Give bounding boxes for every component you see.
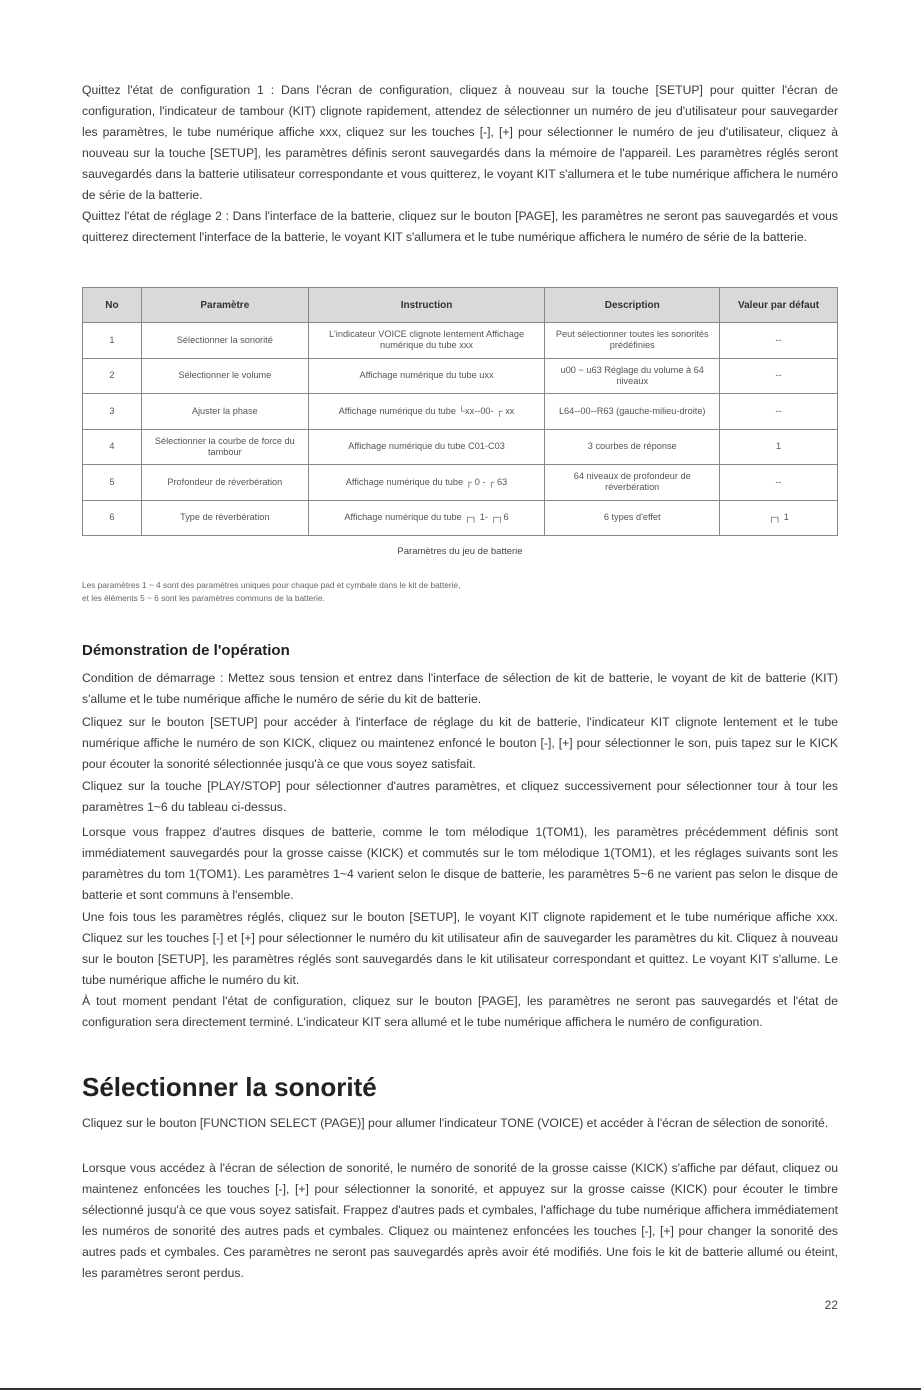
cell-parameter: Ajuster la phase — [141, 394, 308, 430]
header-default-value: Valeur par défaut — [720, 288, 838, 323]
header-description: Description — [545, 288, 720, 323]
cell-parameter: Sélectionner le volume — [141, 358, 308, 394]
header-parameter: Paramètre — [141, 288, 308, 323]
cell-parameter: Type de réverbération — [141, 500, 308, 536]
table-row — [83, 465, 838, 501]
cell-no: 1 — [83, 323, 142, 359]
demo-paragraph-save-kit: Une fois tous les paramètres réglés, cliquez sur le bouton [SETUP], le voyant KIT clignote rapidement et le tube numérique affiche xxx. Cliquez sur les touches [-] et [+] pour sélectionner le numéro du kit utilisateur afin de sauvegarder les paramètres du kit. Cliquez à nouveau sur le bouton [SETUP], les paramètres réglés sont sauvegardés dans le kit utilisateur correspondant et quittez. Le voyant KIT s'allume. Le tube numérique affiche le numéro du kit. — [82, 910, 838, 987]
table-caption: Paramètres du jeu de batterie — [397, 546, 523, 557]
demo-paragraph-setup: Cliquez sur le bouton [SETUP] pour accéder à l'interface de réglage du kit de batterie, l'indicateur KIT clignote lentement et le tube numérique affiche le numéro de son KICK, cliquez ou maintenez enfoncé le bouton [-], [+] pour sélectionner le son, puis tapez sur le KICK pour écouter la sonorité sélectionnée jusqu'à ce que vous soyez satisfait. — [82, 715, 838, 771]
cell-default: -- — [720, 358, 838, 394]
table-note-line-2: et les éléments 5 ~ 6 sont les paramètres communs de la batterie. — [82, 593, 325, 603]
paragraph-exit-setup-2: Quittez l'état de réglage 2 : Dans l'interface de la batterie, cliquez sur le bouton [PAGE], les paramètres ne seront pas sauvegardés et vous quitterez directement l'interface de la batterie, le voyant KIT s'allumera et le tube numérique affichera le numéro de série de la batterie. — [82, 209, 838, 244]
cell-no: 3 — [83, 394, 142, 430]
demo-paragraph-start-condition: Condition de démarrage : Mettez sous tension et entrez dans l'interface de sélection de kit de batterie, le voyant de kit de batterie (KIT) s'allume et le tube numérique affiche le numéro de série du kit de batterie. — [82, 671, 838, 706]
cell-default: -- — [720, 465, 838, 501]
header-instruction: Instruction — [308, 288, 545, 323]
header-no: No — [83, 288, 142, 323]
table-note-line-1: Les paramètres 1 ~ 4 sont des paramètres uniques pour chaque pad et cymbale dans le kit de batterie, — [82, 580, 461, 590]
table-header-row — [83, 288, 838, 323]
cell-description: 64 niveaux de profondeur de réverbération — [545, 465, 720, 501]
cell-description: 6 types d'effet — [545, 500, 720, 536]
section-title: Sélectionner la sonorité — [82, 1072, 377, 1102]
table-row — [83, 323, 838, 359]
table-row — [83, 358, 838, 394]
parameters-table — [82, 287, 838, 536]
cell-description: Peut sélectionner toutes les sonorités prédéfinies — [545, 323, 720, 359]
cell-instruction: Affichage numérique du tube └xx--00- ┌ xx — [308, 394, 545, 430]
table-row — [83, 394, 838, 430]
cell-description: u00 ~ u63 Réglage du volume à 64 niveaux — [545, 358, 720, 394]
cell-no: 6 — [83, 500, 142, 536]
cell-parameter: Profondeur de réverbération — [141, 465, 308, 501]
cell-instruction: Affichage numérique du tube ┌ 0 - ┌ 63 — [308, 465, 545, 501]
cell-no: 5 — [83, 465, 142, 501]
demo-paragraph-play-stop: Cliquez sur la touche [PLAY/STOP] pour sélectionner d'autres paramètres, et cliquez successivement pour sélectionner tour à tour les paramètres 1~6 du tableau ci-dessus. — [82, 779, 838, 814]
cell-default: 1 — [720, 429, 838, 465]
cell-parameter: Sélectionner la sonorité — [141, 323, 308, 359]
cell-description: 3 courbes de réponse — [545, 429, 720, 465]
paragraph-exit-setup-1: Quittez l'état de configuration 1 : Dans l'écran de configuration, cliquez à nouveau sur la touche [SETUP] pour quitter l'écran de configuration, l'indicateur de tambour (KIT) clignote rapidement, attendez de sélectionner un numéro de jeu d'utilisateur pour sauvegarder les paramètres, le tube numérique affiche xxx, cliquez sur les touches [-], [+] pour sélectionner le numéro de jeu d'utilisateur, cliquez à nouveau sur la touche [SETUP], les paramètres définis seront sauvegardés dans la mémoire de l'appareil. Les paramètres réglés seront sauvegardés dans la batterie utilisateur correspondante et vous quitterez, le voyant KIT s'allumera et le tube numérique affichera le numéro de série de la batterie. — [82, 83, 838, 202]
cell-description: L64--00--R63 (gauche-milieu-droite) — [545, 394, 720, 430]
demo-paragraph-page-exit: À tout moment pendant l'état de configuration, cliquez sur le bouton [PAGE], les paramètres ne seront pas sauvegardés et l'état de configuration sera directement terminé. L'indicateur KIT sera allumé et le tube numérique affichera le numéro de configuration. — [82, 994, 838, 1029]
section-paragraph-select-tone: Lorsque vous accédez à l'écran de sélection de sonorité, le numéro de sonorité de la grosse caisse (KICK) s'affiche par défaut, cliquez ou maintenez enfoncées les touches [-], [+] pour sélectionner la sonorité, et appuyez sur la grosse caisse (KICK) pour écouter le timbre sélectionné jusqu'à ce que vous soyez satisfait. Frappez d'autres pads et cymbales, l'affichage du tube numérique affichera immédiatement les numéros de sonorité des autres pads et cymbales. Cliquez ou maintenez enfoncées les touches [-], [+] pour changer la sonorité des autres pads et cymbales. Ces paramètres ne seront pas sauvegardés après avoir été modifiés. Une fois le kit de batterie allumé ou éteint, les paramètres seront perdus. — [82, 1161, 838, 1280]
table-row — [83, 429, 838, 465]
cell-instruction: Affichage numérique du tube uxx — [308, 358, 545, 394]
cell-no: 2 — [83, 358, 142, 394]
demo-paragraph-other-pads: Lorsque vous frappez d'autres disques de batterie, comme le tom mélodique 1(TOM1), les paramètres précédemment définis sont immédiatement sauvegardés pour la grosse caisse (KICK) et commutés sur le tom mélodique 1(TOM1), et les réglages suivants sont les paramètres du tom 1(TOM1). Les paramètres 1~4 varient selon le disque de batterie, les paramètres 5~6 ne varient pas selon le disque de batterie et sont communs à l'ensemble. — [82, 825, 838, 902]
cell-parameter: Sélectionner la courbe de force du tambour — [141, 429, 308, 465]
cell-default: ┌┐ 1 — [720, 500, 838, 536]
cell-instruction: Affichage numérique du tube ┌┐ 1- ┌┐6 — [308, 500, 545, 536]
cell-no: 4 — [83, 429, 142, 465]
bottom-divider — [0, 1388, 921, 1390]
cell-default: -- — [720, 394, 838, 430]
cell-instruction: Affichage numérique du tube C01-C03 — [308, 429, 545, 465]
demo-heading: Démonstration de l'opération — [82, 642, 290, 659]
cell-instruction: L'indicateur VOICE clignote lentement Affichage numérique du tube xxx — [308, 323, 545, 359]
cell-default: -- — [720, 323, 838, 359]
table-row — [83, 500, 838, 536]
page-number: 22 — [824, 1298, 838, 1312]
section-paragraph-function-select: Cliquez sur le bouton [FUNCTION SELECT (PAGE)] pour allumer l'indicateur TONE (VOICE) et accéder à l'écran de sélection de sonorité. — [82, 1116, 829, 1130]
